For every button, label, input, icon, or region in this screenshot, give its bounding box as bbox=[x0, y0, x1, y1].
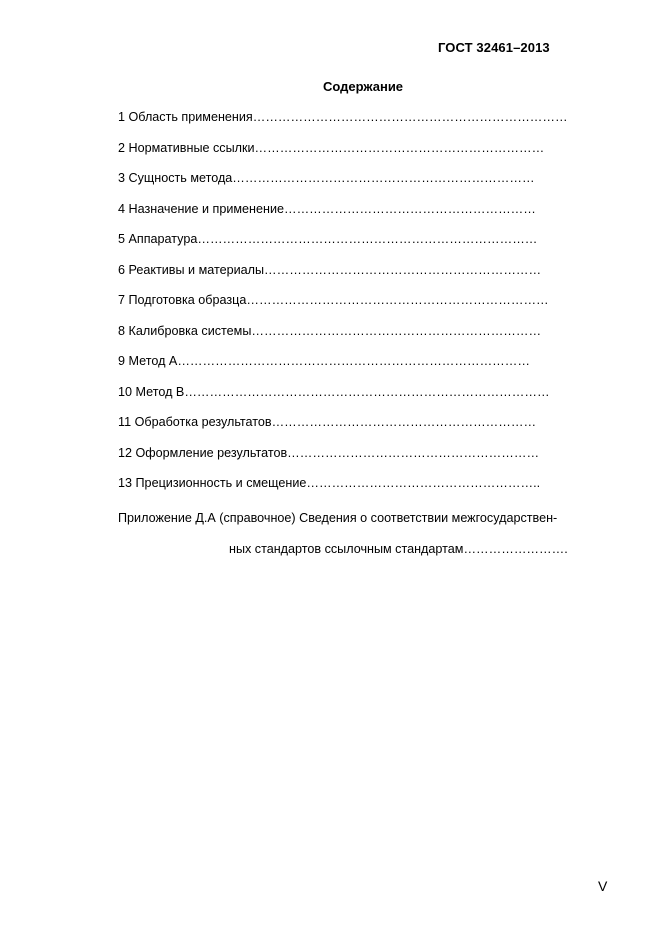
appendix-title-continuation: ных стандартов ссылочным стандартам bbox=[229, 541, 464, 556]
toc-entry-title: 5 Аппаратура bbox=[118, 232, 198, 246]
toc-entry-reagents bbox=[118, 263, 598, 294]
toc-entry-leader: ……………………………………………….. bbox=[306, 476, 541, 490]
toc-entry-leader: ………………………………………………………………… bbox=[252, 110, 568, 124]
toc-entry-scope bbox=[118, 110, 598, 141]
appendix-title-line1: Приложение Д.А (справочное) Сведения о соответствии межгосударствен- bbox=[118, 511, 558, 525]
toc-entry-title: 4 Назначение и применение bbox=[118, 201, 284, 216]
toc-entry-results-processing bbox=[118, 415, 598, 446]
toc-entry-leader: …………………………………………………… bbox=[283, 201, 536, 216]
toc-entry-title: 9 Метод А bbox=[118, 354, 178, 368]
toc-entry-results-reporting bbox=[118, 446, 598, 477]
toc-entry-leader: ……………………………………………………………………… bbox=[197, 232, 538, 246]
toc-entry-appendix bbox=[118, 511, 598, 556]
toc-entry-title: 11 Обработка результатов bbox=[118, 415, 272, 429]
toc-list bbox=[118, 110, 598, 507]
toc-entry-leader: …………………………………………………… bbox=[287, 445, 540, 460]
toc-entry-leader: ………………………………………………………………………… bbox=[177, 354, 530, 368]
toc-entry-title: 6 Реактивы и материалы bbox=[118, 262, 265, 277]
toc-entry-method-essence bbox=[118, 171, 598, 202]
toc-entry-title: 10 Метод В bbox=[118, 384, 185, 399]
toc-entry-title: 7 Подготовка образца bbox=[118, 293, 247, 307]
toc-entry-leader: …………………………………………………………………………… bbox=[184, 384, 550, 399]
appendix-title-line2 bbox=[118, 542, 598, 556]
toc-entry-calibration bbox=[118, 324, 598, 355]
toc-entry-sample-prep bbox=[118, 293, 598, 324]
toc-entry-leader: ………………………………………………………… bbox=[264, 262, 542, 277]
toc-entry-purpose bbox=[118, 202, 598, 233]
toc-entry-leader: ……………………………………………………………… bbox=[246, 293, 549, 307]
standard-designation: ГОСТ 32461–2013 bbox=[438, 40, 550, 55]
toc-entry-apparatus bbox=[118, 232, 598, 263]
toc-entry-normative-references bbox=[118, 141, 598, 172]
toc-entry-title: 13 Прецизионность и смещение bbox=[118, 476, 307, 490]
toc-entry-leader: ……………………………………………………………… bbox=[232, 171, 535, 185]
toc-entry-method-b bbox=[118, 385, 598, 416]
toc-entry-leader: …………………………………………………………… bbox=[251, 323, 542, 338]
toc-entry-leader: ……………………………………………………… bbox=[271, 415, 537, 429]
toc-entry-title: 12 Оформление результатов bbox=[118, 445, 288, 460]
toc-entry-title: 8 Калибровка системы bbox=[118, 323, 252, 338]
page-number: V bbox=[598, 878, 608, 894]
toc-entry-precision-bias bbox=[118, 476, 598, 507]
toc-heading: Содержание bbox=[322, 79, 404, 94]
toc-entry-method-a bbox=[118, 354, 598, 385]
toc-entry-title: 1 Область применения bbox=[118, 110, 253, 124]
toc-entry-title: 3 Сущность метода bbox=[118, 171, 233, 185]
toc-entry-leader: ……………………. bbox=[463, 541, 568, 556]
toc-entry-leader: …………………………………………………………… bbox=[254, 140, 545, 155]
toc-entry-title: 2 Нормативные ссылки bbox=[118, 140, 255, 155]
